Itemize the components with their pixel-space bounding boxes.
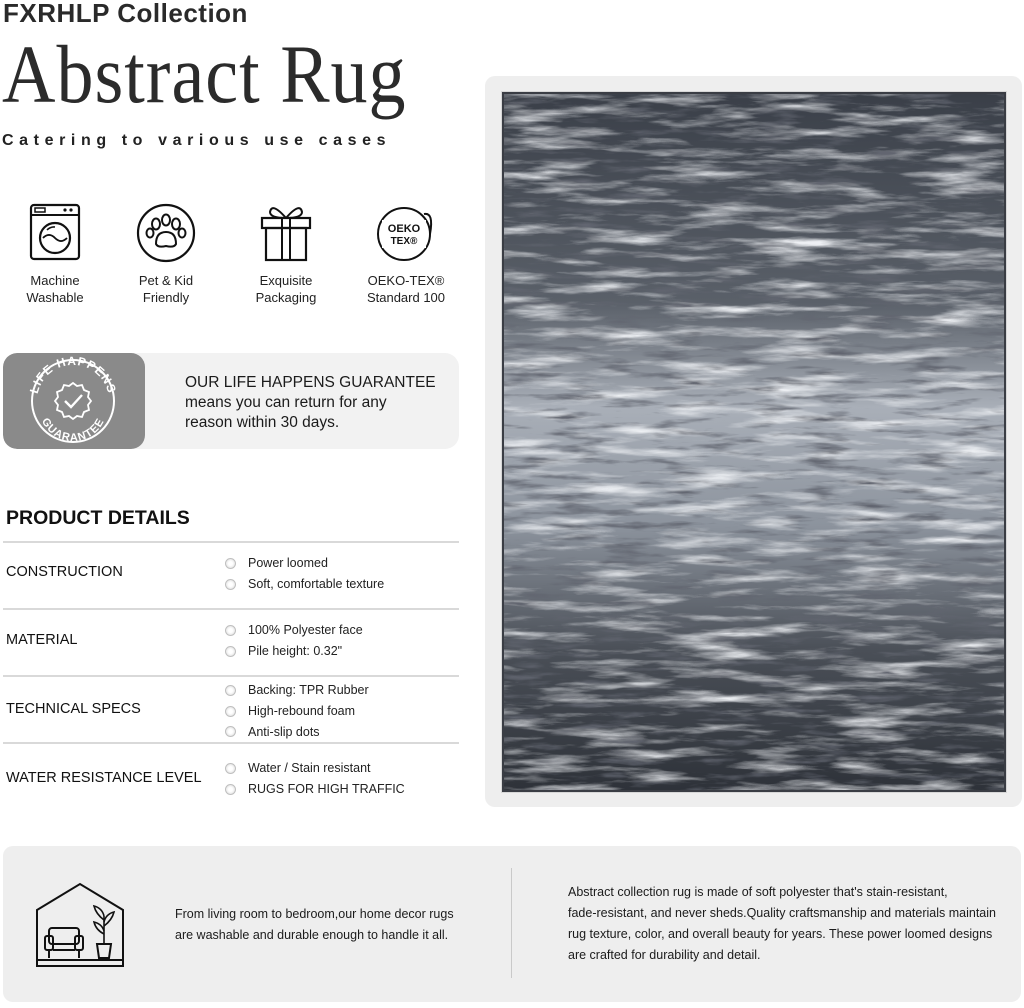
oeko-logo-text-2: TEX®	[390, 236, 418, 247]
bullet-icon	[225, 579, 236, 590]
spec-label: WATER RESISTANCE LEVEL	[6, 770, 202, 786]
spec-item: RUGS FOR HIGH TRAFFIC	[225, 779, 405, 800]
spec-row-water-resistance	[3, 742, 459, 808]
guarantee-text	[185, 373, 455, 433]
bullet-icon	[225, 625, 236, 636]
bottom-right-text	[568, 882, 998, 966]
spec-item: Backing: TPR Rubber	[225, 680, 369, 701]
feature-label-line1: OEKO-TEX®	[367, 273, 445, 288]
bullet-icon	[225, 558, 236, 569]
spec-item: Pile height: 0.32"	[225, 641, 363, 662]
feature-pet-kid-friendly	[111, 200, 221, 306]
badge-text-top: LIFE HAPPENS	[26, 353, 120, 396]
svg-text:GUARANTEE	[39, 416, 107, 444]
feature-label-line2: Friendly	[142, 290, 190, 305]
bottom-left-line-1: From living room to bedroom,our home decor rugs	[175, 907, 454, 921]
feature-label-line1: Exquisite	[259, 273, 313, 288]
spec-row-material	[3, 608, 459, 675]
svg-text:LIFE HAPPENS	[27, 354, 119, 395]
bottom-right-line-3: rug texture, color, and overall beauty for years. These power loomed designs	[568, 927, 993, 941]
bullet-icon	[225, 706, 236, 717]
paw-icon	[134, 200, 198, 264]
bottom-right-line-1: Abstract collection rug is made of soft polyester that's stain-resistant,	[568, 885, 948, 899]
spec-label: TECHNICAL SPECS	[6, 701, 141, 717]
oeko-logo-text-1: OEKO	[387, 223, 421, 235]
washing-machine-icon	[27, 200, 83, 264]
rug-pattern	[504, 94, 1004, 790]
bullet-icon	[225, 646, 236, 657]
feature-exquisite-packaging	[231, 200, 341, 306]
badge-text-bottom: GUARANTEE	[38, 416, 107, 445]
spec-item: Soft, comfortable texture	[225, 574, 384, 595]
spec-item: Water / Stain resistant	[225, 758, 405, 779]
guarantee-line-3: reason within 30 days.	[185, 414, 340, 431]
feature-label-line2: Packaging	[255, 290, 317, 305]
bottom-left-line-2: are washable and durable enough to handle it all.	[175, 928, 449, 942]
guarantee-heading: OUR LIFE HAPPENS GUARANTEE	[185, 374, 436, 391]
feature-oeko-tex	[351, 200, 461, 306]
brand-name: FXRHLP Collection	[3, 0, 248, 28]
bottom-divider	[511, 868, 512, 978]
spec-item: Power loomed	[225, 553, 384, 574]
oeko-tex-logo-icon	[374, 200, 438, 264]
guarantee-banner	[3, 353, 459, 449]
gift-box-icon	[258, 200, 314, 264]
bottom-right-line-2: fade-resistant, and never sheds.Quality craftsmanship and materials maintain	[568, 906, 996, 920]
spec-item: High-rebound foam	[225, 701, 369, 722]
bullet-icon	[225, 763, 236, 774]
feature-label-line1: Pet & Kid	[138, 273, 194, 288]
feature-machine-washable	[0, 200, 110, 306]
feature-list	[0, 200, 470, 320]
spec-item: Anti-slip dots	[225, 721, 369, 742]
product-subtitle: Catering to various use cases	[2, 132, 392, 149]
rug-product-image	[502, 92, 1006, 792]
product-details-title: PRODUCT DETAILS	[6, 507, 190, 529]
home-decor-icon	[35, 880, 125, 970]
bullet-icon	[225, 726, 236, 737]
bullet-icon	[225, 685, 236, 696]
spec-item: 100% Polyester face	[225, 620, 363, 641]
product-details-table	[3, 541, 459, 808]
feature-label-line2: Washable	[26, 290, 84, 305]
guarantee-seal-icon	[3, 353, 145, 449]
spec-label: MATERIAL	[6, 632, 78, 648]
spec-row-construction	[3, 541, 459, 608]
bottom-left-text	[175, 904, 475, 946]
product-title: Abstract Rug	[2, 29, 407, 121]
bottom-info-panel	[3, 846, 1021, 1002]
bullet-icon	[225, 784, 236, 795]
bottom-right-line-4: are crafted for durability and detail.	[568, 948, 761, 962]
spec-row-technical-specs	[3, 675, 459, 742]
guarantee-line-2: means you can return for any	[185, 394, 387, 411]
feature-label-line2: Standard 100	[366, 290, 446, 305]
feature-label-line1: Machine	[30, 273, 80, 288]
guarantee-badge	[3, 353, 145, 449]
spec-label: CONSTRUCTION	[6, 564, 123, 580]
